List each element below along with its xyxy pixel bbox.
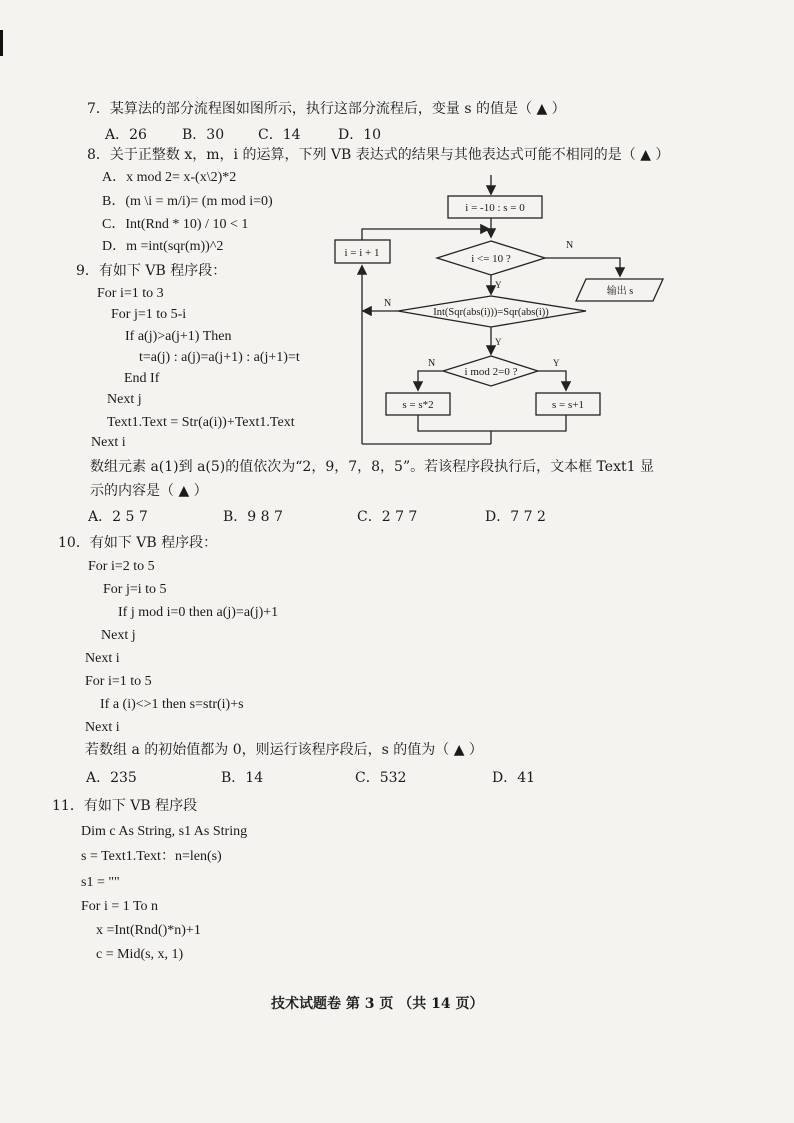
q9-code-line: For i=1 to 3 (97, 286, 164, 301)
q9-option-a: A．2 5 7 (88, 509, 148, 525)
q10-code-line: For i=1 to 5 (85, 674, 152, 689)
q10-option-a: A．235 (86, 770, 137, 786)
q11-code-line: s1 = "" (81, 875, 120, 890)
q9-code-line: t=a(j) : a(j)=a(j+1) : a(j+1)=t (139, 350, 300, 365)
q9-option-d: D．7 7 2 (485, 509, 546, 525)
flowchart-label-no: N (428, 358, 436, 369)
q7-stem: 7．某算法的部分流程图如图所示，执行这部分流程后，变量 s 的值是（ ▲ ） (87, 101, 566, 117)
q11-code-line: Dim c As String, s1 As String (81, 824, 248, 839)
page-footer: 技术试题卷 第 3 页 （共 14 页） (271, 996, 484, 1012)
q10-code-line: Next i (85, 651, 120, 666)
flowchart-output-text: 输出 s (606, 286, 634, 297)
q8-option-d: D．m =int(sqr(m))^2 (102, 239, 224, 254)
q7-option-d: D．10 (338, 127, 382, 143)
q9-code-line: Text1.Text = Str(a(i))+Text1.Text (107, 415, 295, 430)
q10-options (86, 769, 535, 787)
flowchart-double-text: s = s*2 (402, 399, 434, 411)
q8-stem: 8．关于正整数 x，m，i 的运算，下列 VB 表达式的结果与其他表达式可能不相同的是（ ▲ ） (87, 147, 670, 163)
q7-option-b: B．30 (182, 127, 225, 143)
q9-code-line: For j=1 to 5-i (111, 307, 187, 322)
q9-code-line: Next i (91, 435, 126, 450)
q7-option-c: C．14 (258, 127, 301, 143)
q9-description: 数组元素 a(1)到 a(5)的值依次为“2，9，7，8，5”。若该程序段执行后，文本框 Text1 显 (90, 459, 654, 475)
q9-description-cont: 示的内容是（ ▲ ） (90, 483, 208, 499)
q8-option-b: B．(m \i = m/i)= (m mod i=0) (102, 194, 273, 209)
flowchart-label-yes: Y (553, 358, 560, 368)
q10-code-line: If a (i)<>1 then s=str(i)+s (100, 697, 244, 712)
q10-option-b: B．14 (221, 770, 264, 786)
q10-code-line: Next j (101, 628, 136, 643)
q11-code-line: x =Int(Rnd()*n)+1 (96, 923, 201, 938)
q8-option-a: A．x mod 2= x-(x\2)*2 (102, 170, 237, 185)
q10-code-line: For j=i to 5 (103, 582, 167, 597)
q11-code-line: c = Mid(s, x, 1) (96, 947, 184, 962)
q10-code-line: Next i (85, 720, 120, 735)
q11-code-line: s = Text1.Text：n=len(s) (81, 849, 222, 864)
flowchart-label-yes: Y (495, 337, 502, 347)
q9-code-line: If a(j)>a(j+1) Then (125, 329, 232, 344)
flowchart-increment-i-text: i = i + 1 (344, 247, 380, 259)
flowchart-init-text: i = -10 : s = 0 (465, 202, 525, 214)
q10-code-line: If j mod i=0 then a(j)=a(j)+1 (118, 605, 279, 620)
q9-code-line: End If (124, 371, 160, 386)
q10-stem: 10．有如下 VB 程序段： (58, 535, 218, 551)
q10-description: 若数组 a 的初始值都为 0，则运行该程序段后，s 的值为（ ▲ ） (85, 742, 483, 758)
flowchart-loop-condition-text: i <= 10 ? (471, 253, 511, 265)
flowchart-increment-s-text: s = s+1 (552, 399, 584, 411)
flowchart-label-yes: Y (495, 280, 502, 290)
q9-option-b: B．9 8 7 (223, 509, 283, 525)
q9-stem: 9．有如下 VB 程序段： (76, 263, 227, 279)
q7-option-a: A．26 (105, 127, 147, 143)
q11-stem: 11．有如下 VB 程序段 (52, 798, 198, 814)
flowchart-label-no: N (384, 298, 392, 309)
flowchart-sqrt-condition-text: Int(Sqr(abs(i)))=Sqr(abs(i)) (433, 307, 549, 318)
q10-option-c: C．532 (355, 770, 407, 786)
q8-option-c: C．Int(Rnd * 10) / 10 < 1 (102, 217, 249, 232)
q11-code-line: For i = 1 To n (81, 899, 159, 914)
q9-code-line: Next j (107, 392, 142, 407)
q9-option-c: C．2 7 7 (357, 509, 418, 525)
q10-option-d: D．41 (492, 770, 536, 786)
flowchart-label-no: N (566, 240, 574, 251)
flowchart-even-condition-text: i mod 2=0 ? (464, 366, 518, 378)
q10-code-line: For i=2 to 5 (88, 559, 155, 574)
